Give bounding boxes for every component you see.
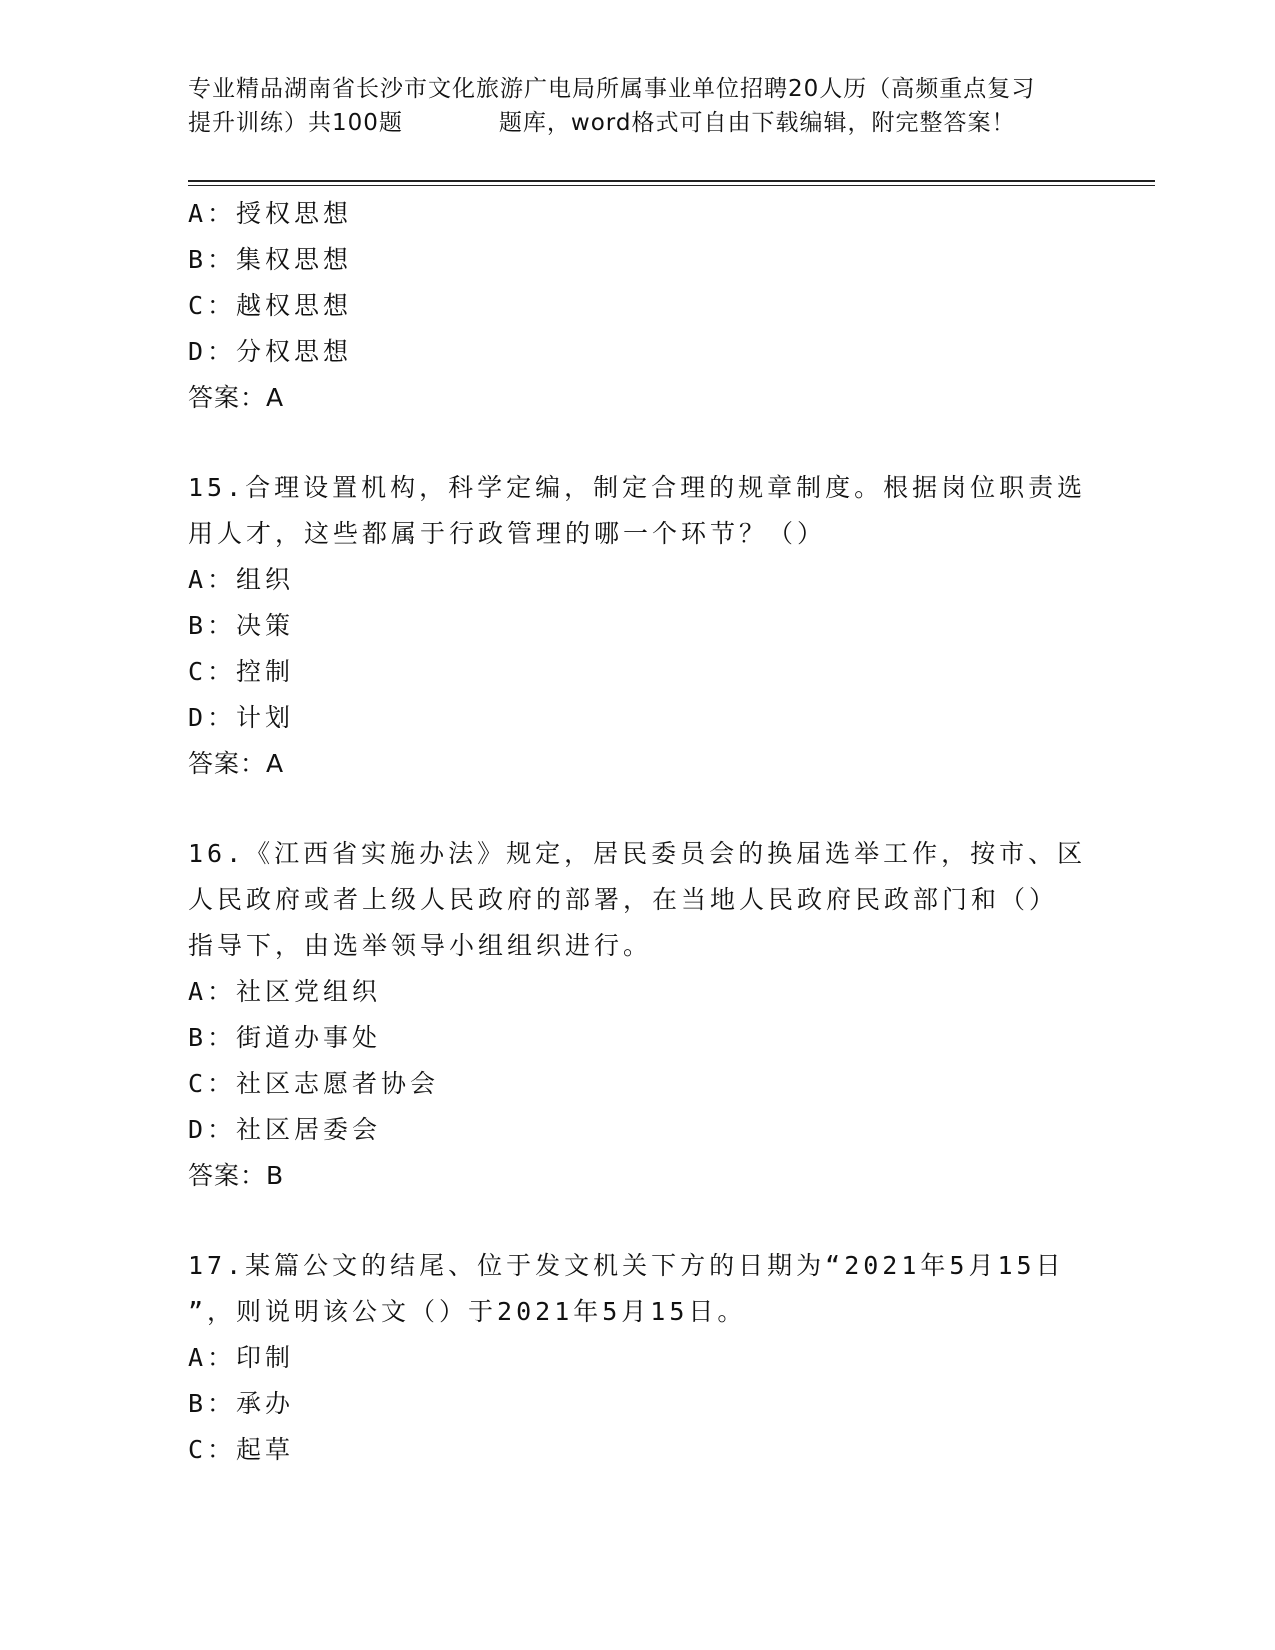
- question-14-answer: 答案：A: [188, 383, 285, 412]
- question-16-text-line-1: 16.《江西省实施办法》规定，居民委员会的换届选举工作，按市、区: [188, 839, 1087, 868]
- question-17-block: [188, 1243, 1088, 1473]
- question-15-option-d: D：计划: [188, 703, 295, 732]
- question-16-option-d: D：社区居委会: [188, 1115, 382, 1144]
- question-15-answer: 答案：A: [188, 749, 285, 778]
- question-16-option-c: C：社区志愿者协会: [188, 1069, 440, 1098]
- question-16-text-line-3: 指导下，由选举领导小组组织进行。: [188, 931, 653, 960]
- question-16-option-b: B：街道办事处: [188, 1023, 382, 1052]
- header-title-line-2-part-2: 题库，word格式可自由下载编辑，附完整答案！: [498, 110, 1016, 136]
- document-header: [188, 72, 1088, 140]
- question-15-text-line-1: 15.合理设置机构，科学定编，制定合理的规章制度。根据岗位职责选: [188, 473, 1087, 502]
- header-divider-thin: [188, 185, 1155, 186]
- question-15-block: [188, 465, 1088, 787]
- question-17-text-line-1: 17.某篇公文的结尾、位于发文机关下方的日期为“2021年5月15日: [188, 1251, 1065, 1280]
- question-14-option-b: B：集权思想: [188, 245, 353, 274]
- question-17-option-b: B：承办: [188, 1389, 295, 1418]
- question-spacer: [188, 421, 1088, 465]
- question-15-option-b: B：决策: [188, 611, 295, 640]
- question-14-option-c: C：越权思想: [188, 291, 353, 320]
- question-15-option-a: A：组织: [188, 565, 295, 594]
- question-16-option-a: A：社区党组织: [188, 977, 382, 1006]
- question-15-text-line-2: 用人才，这些都属于行政管理的哪一个环节？（）: [188, 519, 827, 548]
- question-14-option-d: D：分权思想: [188, 337, 353, 366]
- question-15-option-c: C：控制: [188, 657, 295, 686]
- question-17-option-c: C：起草: [188, 1435, 295, 1464]
- header-title-line-2-part-1: 提升训练）共100题: [188, 110, 403, 136]
- question-16-answer: 答案：B: [188, 1161, 285, 1190]
- question-spacer: [188, 1199, 1088, 1243]
- question-spacer: [188, 787, 1088, 831]
- question-list: [188, 191, 1088, 1473]
- header-title-line-2: [188, 106, 1088, 140]
- question-16-text-line-2: 人民政府或者上级人民政府的部署，在当地人民政府民政部门和（）: [188, 885, 1059, 914]
- question-17-option-a: A：印制: [188, 1343, 295, 1372]
- question-14-option-a: A：授权思想: [188, 199, 353, 228]
- header-divider-thick: [188, 180, 1155, 182]
- header-title-line-1: 专业精品湖南省长沙市文化旅游广电局所属事业单位招聘20人历（高频重点复习: [188, 76, 1036, 102]
- question-17-text-line-2: ”，则说明该公文（）于2021年5月15日。: [188, 1297, 747, 1326]
- question-14-block: [188, 191, 1088, 421]
- question-16-block: [188, 831, 1088, 1199]
